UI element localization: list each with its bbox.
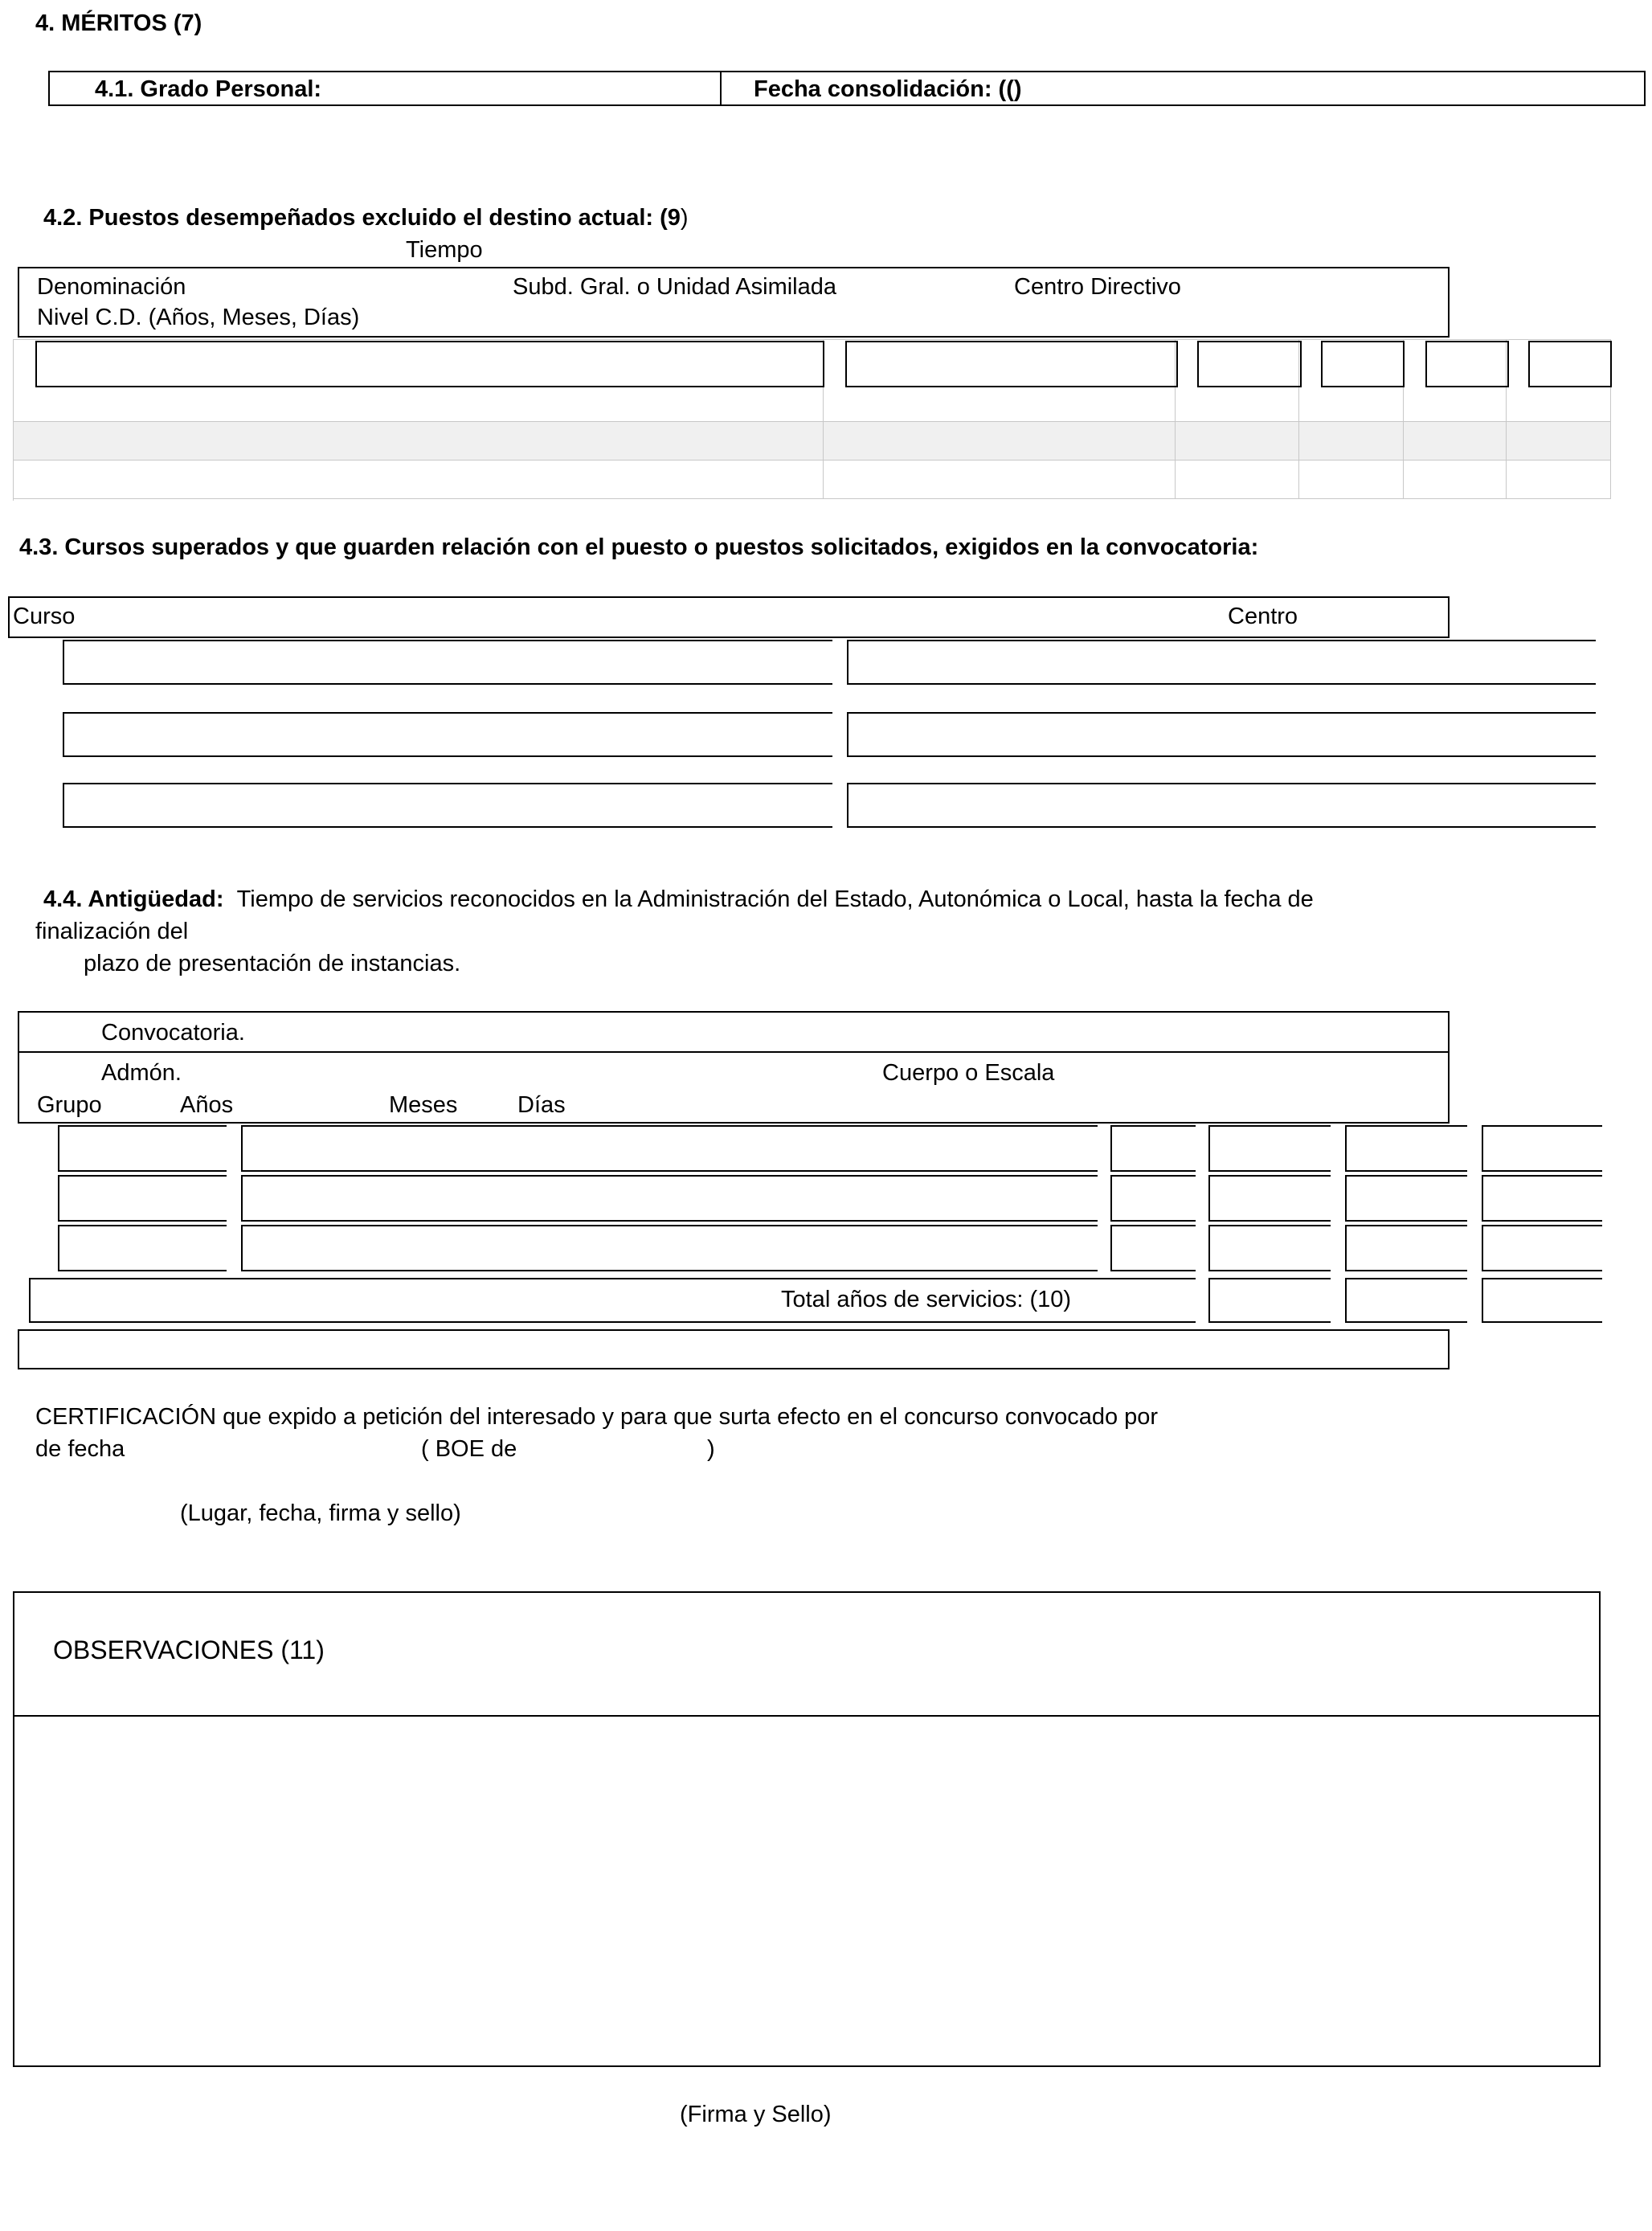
admon-input[interactable] xyxy=(59,1226,227,1270)
puesto-anos-input[interactable] xyxy=(1427,342,1507,386)
grupo-input[interactable] xyxy=(1112,1127,1196,1170)
puestos-title xyxy=(43,204,689,231)
admon-input[interactable] xyxy=(59,1177,227,1220)
certificacion-line1: CERTIFICACIÓN que expido a petición del interesado y para que surta efecto en el concurso convocado por xyxy=(35,1404,1159,1430)
antiguedad-text: Tiempo de servicios reconocidos en la Administración del Estado, Autonómica o Local, hasta la fecha de xyxy=(236,886,1314,912)
admon-field[interactable] xyxy=(58,1175,227,1222)
grupo-field[interactable] xyxy=(1110,1125,1196,1172)
curso-field[interactable] xyxy=(63,783,832,828)
convocatoria-label: Convocatoria. xyxy=(101,1020,245,1046)
admon-field[interactable] xyxy=(58,1125,227,1172)
anos-input[interactable] xyxy=(1210,1226,1331,1270)
anos-field[interactable] xyxy=(1208,1175,1331,1222)
fecha-consolidacion-label: Fecha consolidación: (() xyxy=(754,76,1022,102)
dias-field[interactable] xyxy=(1482,1225,1602,1271)
total-servicios-label: Total años de servicios: (10) xyxy=(781,1287,1072,1312)
cuerpo-escala-label: Cuerpo o Escala xyxy=(882,1060,1055,1086)
table-cell xyxy=(14,461,824,499)
observaciones-header-box xyxy=(13,1591,1601,1717)
total-meses-input[interactable] xyxy=(1347,1279,1467,1321)
puestos-tiempo-label: Tiempo xyxy=(406,237,483,263)
puesto-subd-input[interactable] xyxy=(847,342,1176,386)
table-cell xyxy=(824,461,1176,499)
col-subd-gral: Subd. Gral. o Unidad Asimilada xyxy=(513,274,836,300)
puesto-subd-field[interactable] xyxy=(845,341,1178,387)
col-nivel-tiempo: Nivel C.D. (Años, Meses, Días) xyxy=(37,305,360,330)
certificacion-boe-close: ) xyxy=(707,1436,715,1462)
puesto-centro-field[interactable] xyxy=(1197,341,1302,387)
grado-personal-label: 4.1. Grado Personal: xyxy=(95,76,322,102)
dias-label: Días xyxy=(517,1092,566,1118)
antiguedad-header-box xyxy=(18,1051,1450,1124)
total-servicios-box xyxy=(29,1278,1196,1323)
meses-label: Meses xyxy=(389,1092,458,1118)
centro-curso-field[interactable] xyxy=(847,640,1596,685)
convocatoria-header-box xyxy=(18,1011,1450,1053)
anos-input[interactable] xyxy=(1210,1177,1331,1220)
meses-input[interactable] xyxy=(1347,1177,1467,1220)
centro-curso-input[interactable] xyxy=(848,714,1596,755)
grupo-input[interactable] xyxy=(1112,1226,1196,1270)
col-centro-curso: Centro xyxy=(1228,604,1298,629)
cuerpo-escala-field[interactable] xyxy=(241,1125,1098,1172)
cuerpo-escala-input[interactable] xyxy=(243,1177,1098,1220)
grupo-field[interactable] xyxy=(1110,1225,1196,1271)
observaciones-field[interactable] xyxy=(13,1715,1601,2067)
curso-input[interactable] xyxy=(64,641,832,683)
dias-field[interactable] xyxy=(1482,1125,1602,1172)
puesto-nivel-input[interactable] xyxy=(1323,342,1403,386)
centro-curso-input[interactable] xyxy=(848,641,1596,683)
fecha-consolidacion-box[interactable] xyxy=(720,71,1646,106)
cursos-title: 4.3. Cursos superados y que guarden relación con el puesto o puestos solicitados, exigidos en la convocatoria: xyxy=(19,534,1259,560)
section-title: 4. MÉRITOS (7) xyxy=(35,10,202,36)
centro-curso-input[interactable] xyxy=(848,784,1596,826)
cuerpo-escala-field[interactable] xyxy=(241,1175,1098,1222)
total-dias-input[interactable] xyxy=(1483,1279,1602,1321)
dias-input[interactable] xyxy=(1483,1226,1602,1270)
table-cell xyxy=(1404,422,1507,461)
observaciones-title: OBSERVACIONES (11) xyxy=(53,1635,325,1664)
table-cell xyxy=(1176,461,1299,499)
cuerpo-escala-input[interactable] xyxy=(243,1226,1098,1270)
certificacion-boe-de: ( BOE de xyxy=(421,1436,517,1462)
cuerpo-escala-field[interactable] xyxy=(241,1225,1098,1271)
table-cell xyxy=(1404,461,1507,499)
curso-input[interactable] xyxy=(64,784,832,826)
centro-curso-field[interactable] xyxy=(847,783,1596,828)
total-dias-field[interactable] xyxy=(1482,1278,1602,1323)
table-cell xyxy=(1507,461,1611,499)
table-cell xyxy=(824,422,1176,461)
puestos-header-box xyxy=(18,267,1450,338)
table-cell xyxy=(1176,422,1299,461)
meses-field[interactable] xyxy=(1345,1175,1467,1222)
col-denominacion: Denominación xyxy=(37,274,186,300)
grupo-field[interactable] xyxy=(1110,1175,1196,1222)
antiguedad-label: 4.4. Antigüedad: xyxy=(43,886,224,912)
antiguedad-line2: finalización del xyxy=(35,919,189,944)
grupo-label: Grupo xyxy=(37,1092,102,1118)
total-anos-input[interactable] xyxy=(1210,1279,1331,1321)
grupo-input[interactable] xyxy=(1112,1177,1196,1220)
puesto-meses-field[interactable] xyxy=(1528,341,1612,387)
puesto-denominacion-field[interactable] xyxy=(35,341,824,387)
antiguedad-line3: plazo de presentación de instancias. xyxy=(84,951,461,976)
puesto-nivel-field[interactable] xyxy=(1321,341,1405,387)
dias-field[interactable] xyxy=(1482,1175,1602,1222)
dias-input[interactable] xyxy=(1483,1177,1602,1220)
table-cell xyxy=(1507,422,1611,461)
puestos-title-bold: 4.2. Puestos desempeñados excluido el destino actual: (9 xyxy=(43,205,681,231)
table-cell xyxy=(1299,422,1404,461)
anos-label: Años xyxy=(180,1092,234,1118)
anos-field[interactable] xyxy=(1208,1225,1331,1271)
lugar-fecha-firma: (Lugar, fecha, firma y sello) xyxy=(180,1500,461,1526)
curso-field[interactable] xyxy=(63,712,832,757)
table-cell xyxy=(1299,461,1404,499)
admon-field[interactable] xyxy=(58,1225,227,1271)
admon-label: Admón. xyxy=(101,1060,182,1086)
certificacion-de-fecha: de fecha xyxy=(35,1436,125,1462)
meses-field[interactable] xyxy=(1345,1225,1467,1271)
total-anos-field[interactable] xyxy=(1208,1278,1331,1323)
col-curso: Curso xyxy=(13,604,76,629)
curso-field[interactable] xyxy=(63,640,832,685)
table-cell xyxy=(14,422,824,461)
firma-sello: (Firma y Sello) xyxy=(680,2102,832,2127)
total-meses-field[interactable] xyxy=(1345,1278,1467,1323)
grado-personal-box[interactable] xyxy=(48,71,722,106)
col-centro-directivo: Centro Directivo xyxy=(1014,274,1181,300)
antiguedad-blank-box xyxy=(18,1329,1450,1369)
admon-input[interactable] xyxy=(59,1127,227,1170)
curso-input[interactable] xyxy=(64,714,832,755)
puesto-denominacion-input[interactable] xyxy=(37,342,823,386)
meses-input[interactable] xyxy=(1347,1127,1467,1170)
antiguedad-line1 xyxy=(43,886,1314,913)
dias-input[interactable] xyxy=(1483,1127,1602,1170)
cursos-header-box xyxy=(8,596,1450,638)
puestos-title-tail: ) xyxy=(680,205,689,231)
meses-input[interactable] xyxy=(1347,1226,1467,1270)
anos-field[interactable] xyxy=(1208,1125,1331,1172)
puesto-centro-input[interactable] xyxy=(1199,342,1300,386)
cuerpo-escala-input[interactable] xyxy=(243,1127,1098,1170)
centro-curso-field[interactable] xyxy=(847,712,1596,757)
meses-field[interactable] xyxy=(1345,1125,1467,1172)
anos-input[interactable] xyxy=(1210,1127,1331,1170)
puesto-anos-field[interactable] xyxy=(1425,341,1509,387)
puesto-meses-input[interactable] xyxy=(1530,342,1610,386)
